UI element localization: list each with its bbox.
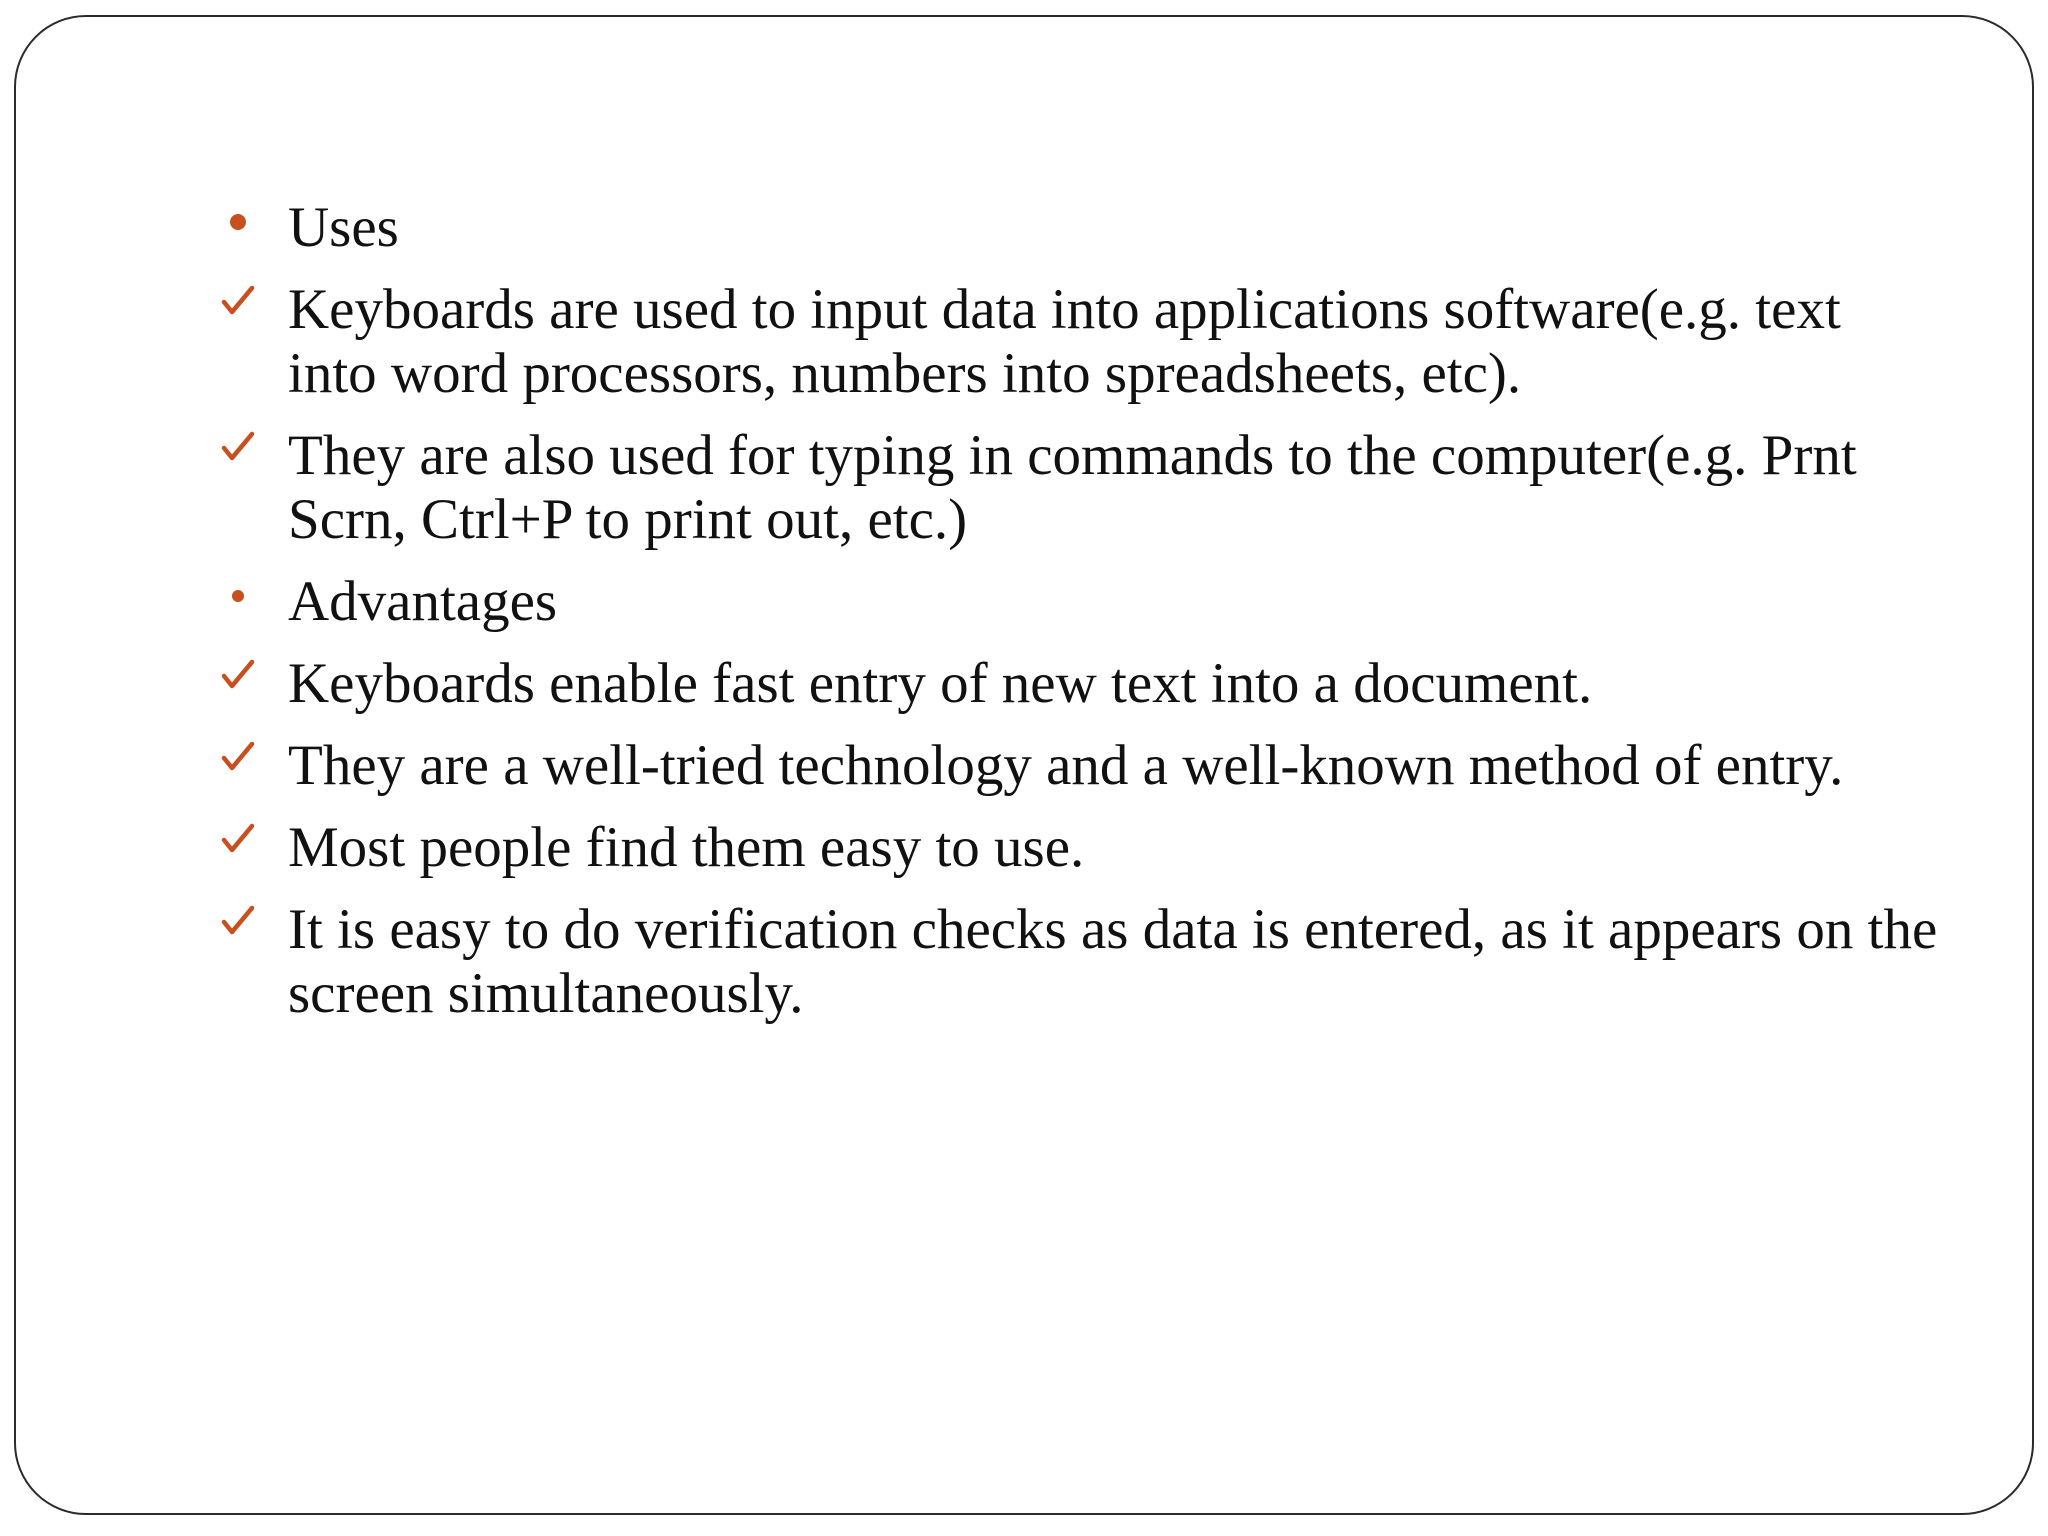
- list-item: [220, 424, 1940, 552]
- checkmark-icon: [220, 652, 260, 716]
- list-item: [220, 898, 1940, 1026]
- list-item-uses: [220, 196, 1940, 260]
- checkmark-icon: [220, 898, 260, 962]
- list-item: [220, 278, 1940, 406]
- list-item: [220, 652, 1940, 716]
- checkmark-icon: [220, 816, 260, 880]
- list-item: [220, 816, 1940, 880]
- list-item-advantages: [220, 570, 1940, 634]
- checkmark-icon: [220, 278, 260, 342]
- list-item-text: Keyboards enable fast entry of new text into a document.: [288, 652, 1593, 715]
- list-item-text: It is easy to do verification checks as data is entered, as it appears on the screen simultaneously.: [288, 898, 1938, 1025]
- list-item-text: They are also used for typing in commands to the computer(e.g. Prnt Scrn, Ctrl+P to print out, etc.): [288, 424, 1857, 551]
- orange-bullet-icon: [220, 570, 260, 634]
- orange-bullet-icon: [220, 196, 260, 260]
- list-item-text: Uses: [288, 196, 399, 259]
- list-item: [220, 734, 1940, 798]
- bullet-list: [220, 196, 1940, 1044]
- list-item-text: Advantages: [288, 570, 558, 633]
- checkmark-icon: [220, 424, 260, 488]
- list-item-text: Most people find them easy to use.: [288, 816, 1085, 879]
- list-item-text: They are a well-tried technology and a well-known method of entry.: [288, 734, 1844, 797]
- checkmark-icon: [220, 734, 260, 798]
- list-item-text: Keyboards are used to input data into applications software(e.g. text into word processors, numbers into spreadsheets, etc).: [288, 278, 1841, 405]
